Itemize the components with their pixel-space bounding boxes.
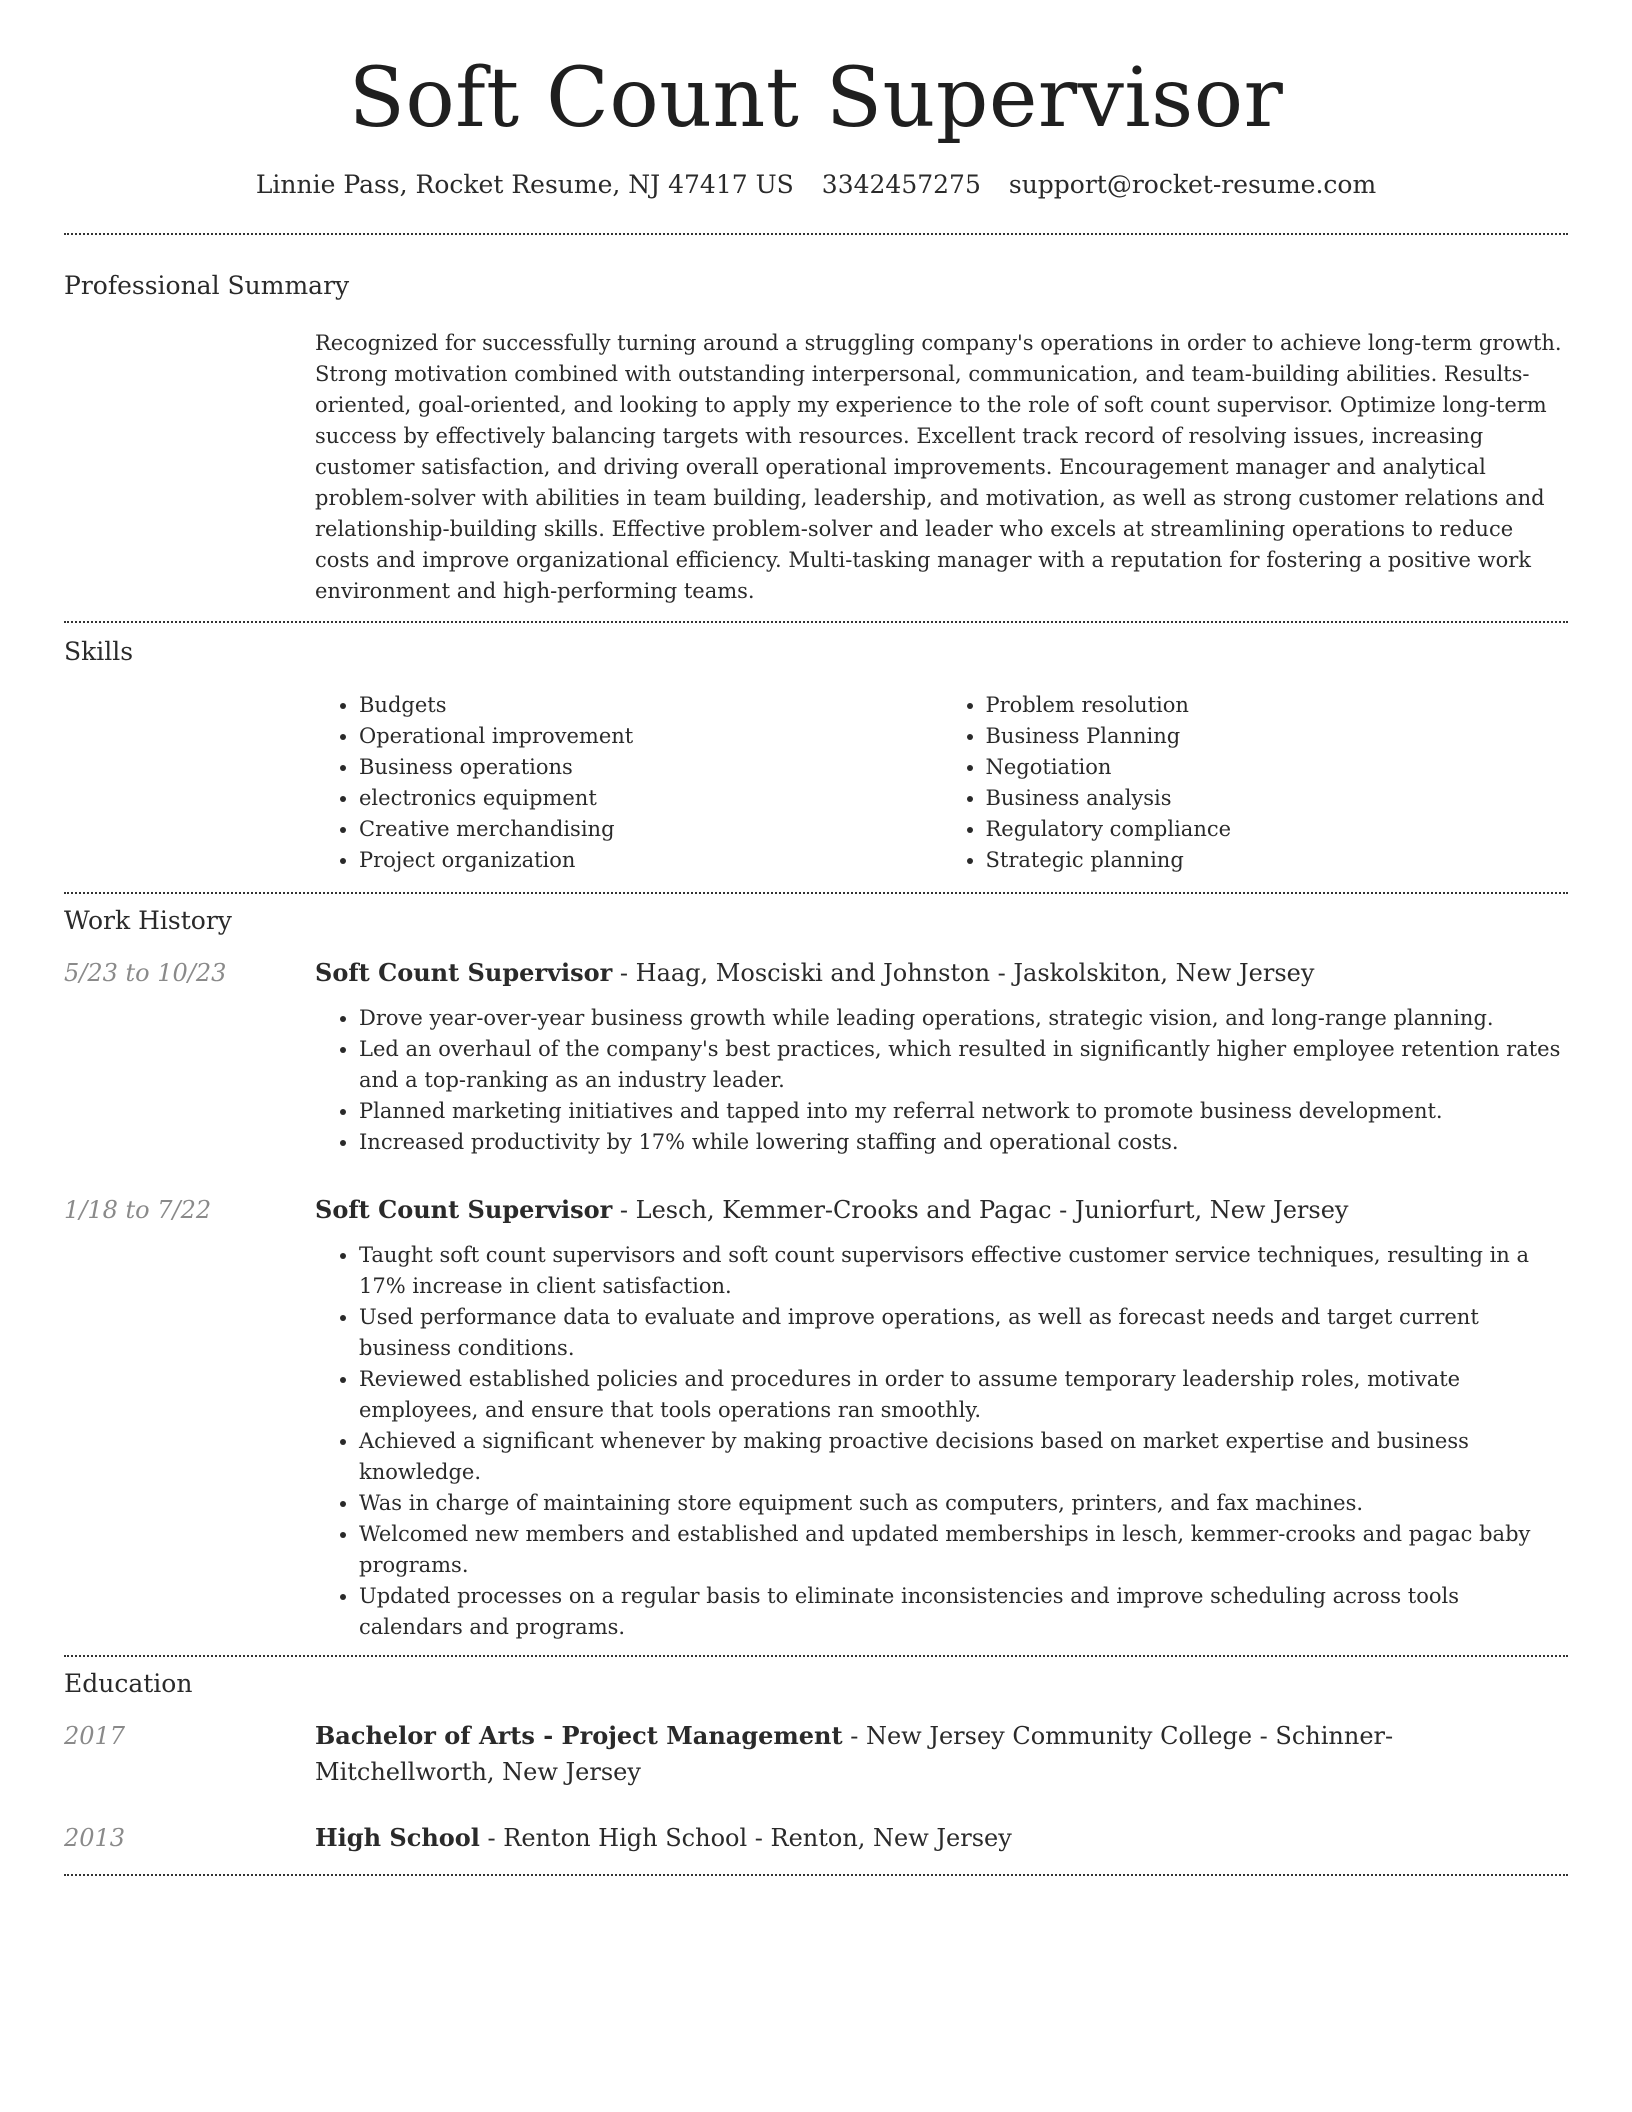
job-bullet: • Taught soft count supervisors and soft count supervisors effective customer service techniques, resulting in a 17% increase in client satisfaction. — [359, 1240, 1568, 1302]
summary-heading: Professional Summary — [64, 271, 350, 301]
skills-heading: Skills — [64, 637, 134, 667]
skill-item: • Business analysis — [986, 783, 1569, 814]
job-bullets — [315, 1240, 1568, 1643]
contact-line — [64, 170, 1568, 199]
skills-list-right — [942, 690, 1569, 876]
job-entry — [64, 1192, 1568, 1643]
education-school: - Renton High School - Renton, New Jersey — [479, 1824, 1012, 1853]
skill-item: • Project organization — [359, 845, 942, 876]
job-dates: 5/23 to 10/23 — [64, 959, 227, 988]
education-degree: Bachelor of Arts - Project Management — [315, 1721, 843, 1751]
education-heading-line — [315, 1718, 1568, 1790]
job-heading — [315, 955, 1568, 991]
skills-list-left — [315, 690, 942, 876]
education-year: 2017 — [64, 1722, 126, 1751]
job-employer: - Haag, Mosciski and Johnston - Jaskolskiton, New Jersey — [612, 959, 1315, 988]
education-section — [64, 1657, 1568, 1874]
work-section — [64, 894, 1568, 1655]
summary-text: Recognized for successfully turning around a struggling company's operations in order to achieve long-term growth. Strong motivation combined with outstanding interpersonal, communication, and team-building abilities. Results-oriented, goal-oriented, and looking to apply my experience to the role of soft count supervisor. Optimize long-term success by effectively balancing targets with resources. Excellent track record of resolving issues, increasing customer satisfaction, and driving overall operational improvements. Encouragement manager and analytical problem-solver with abilities in team building, leadership, and motivation, as well as strong customer relations and relationship-building skills. Effective problem-solver and leader who excels at streamlining operations to reduce costs and improve organizational efficiency. Multi-tasking manager with a reputation for fostering a positive work environment and high-performing teams. — [315, 331, 1562, 604]
contact-email: support@rocket-resume.com — [1008, 170, 1377, 200]
job-bullets — [315, 1003, 1568, 1158]
summary-section — [64, 235, 1568, 621]
job-entry — [64, 955, 1568, 1158]
education-year: 2013 — [64, 1824, 126, 1853]
job-bullet: • Updated processes on a regular basis to eliminate inconsistencies and improve scheduling across tools calendars and programs. — [359, 1581, 1568, 1643]
skill-item: • electronics equipment — [359, 783, 942, 814]
skill-item: • Operational improvement — [359, 721, 942, 752]
skill-item: • Negotiation — [986, 752, 1569, 783]
contact-address: Linnie Pass, Rocket Resume, NJ 47417 US — [255, 170, 794, 200]
work-heading: Work History — [64, 906, 232, 936]
contact-phone: 3342457275 — [821, 170, 981, 200]
education-heading: Education — [64, 1669, 193, 1699]
summary-spacer — [64, 328, 315, 607]
job-bullet: • Led an overhaul of the company's best practices, which resulted in significantly higher employee retention rates and a top-ranking as an industry leader. — [359, 1034, 1568, 1096]
job-dates: 1/18 to 7/22 — [64, 1196, 212, 1225]
job-bullet: • Was in charge of maintaining store equipment such as computers, printers, and fax machines. — [359, 1488, 1568, 1519]
skill-item: • Problem resolution — [986, 690, 1569, 721]
education-degree: High School — [315, 1823, 480, 1853]
job-bullet: • Welcomed new members and established and updated memberships in lesch, kemmer-crooks and pagac baby programs. — [359, 1519, 1568, 1581]
education-entry — [64, 1820, 1568, 1856]
skills-spacer — [64, 690, 315, 876]
job-employer: - Lesch, Kemmer-Crooks and Pagac - Juniorfurt, New Jersey — [612, 1196, 1349, 1225]
job-bullet: • Reviewed established policies and procedures in order to assume temporary leadership roles, motivate employees, and ensure that tools operations ran smoothly. — [359, 1364, 1568, 1426]
skill-item: • Business operations — [359, 752, 942, 783]
education-heading-line — [315, 1820, 1568, 1856]
skill-item: • Strategic planning — [986, 845, 1569, 876]
job-heading — [315, 1192, 1568, 1228]
section-divider — [64, 1874, 1568, 1876]
job-title: Soft Count Supervisor — [315, 958, 613, 988]
education-school: - New Jersey Community College - Schinner-Mitchellworth, New Jersey — [315, 1722, 1394, 1787]
job-bullet: • Achieved a significant whenever by making proactive decisions based on market expertise and business knowledge. — [359, 1426, 1568, 1488]
job-bullet: • Planned marketing initiatives and tapped into my referral network to promote business development. — [359, 1096, 1568, 1127]
skill-item: • Creative merchandising — [359, 814, 942, 845]
skill-item: • Regulatory compliance — [986, 814, 1569, 845]
skills-section — [64, 623, 1568, 892]
skill-item: • Business Planning — [986, 721, 1569, 752]
skill-item: • Budgets — [359, 690, 942, 721]
resume-title: Soft Count Supervisor — [348, 51, 1284, 146]
job-bullet: • Increased productivity by 17% while lowering staffing and operational costs. — [359, 1127, 1568, 1158]
job-bullet: • Used performance data to evaluate and improve operations, as well as forecast needs and target current business conditions. — [359, 1302, 1568, 1364]
job-title: Soft Count Supervisor — [315, 1195, 613, 1225]
job-bullet: • Drove year-over-year business growth while leading operations, strategic vision, and long-range planning. — [359, 1003, 1568, 1034]
education-entry — [64, 1718, 1568, 1790]
